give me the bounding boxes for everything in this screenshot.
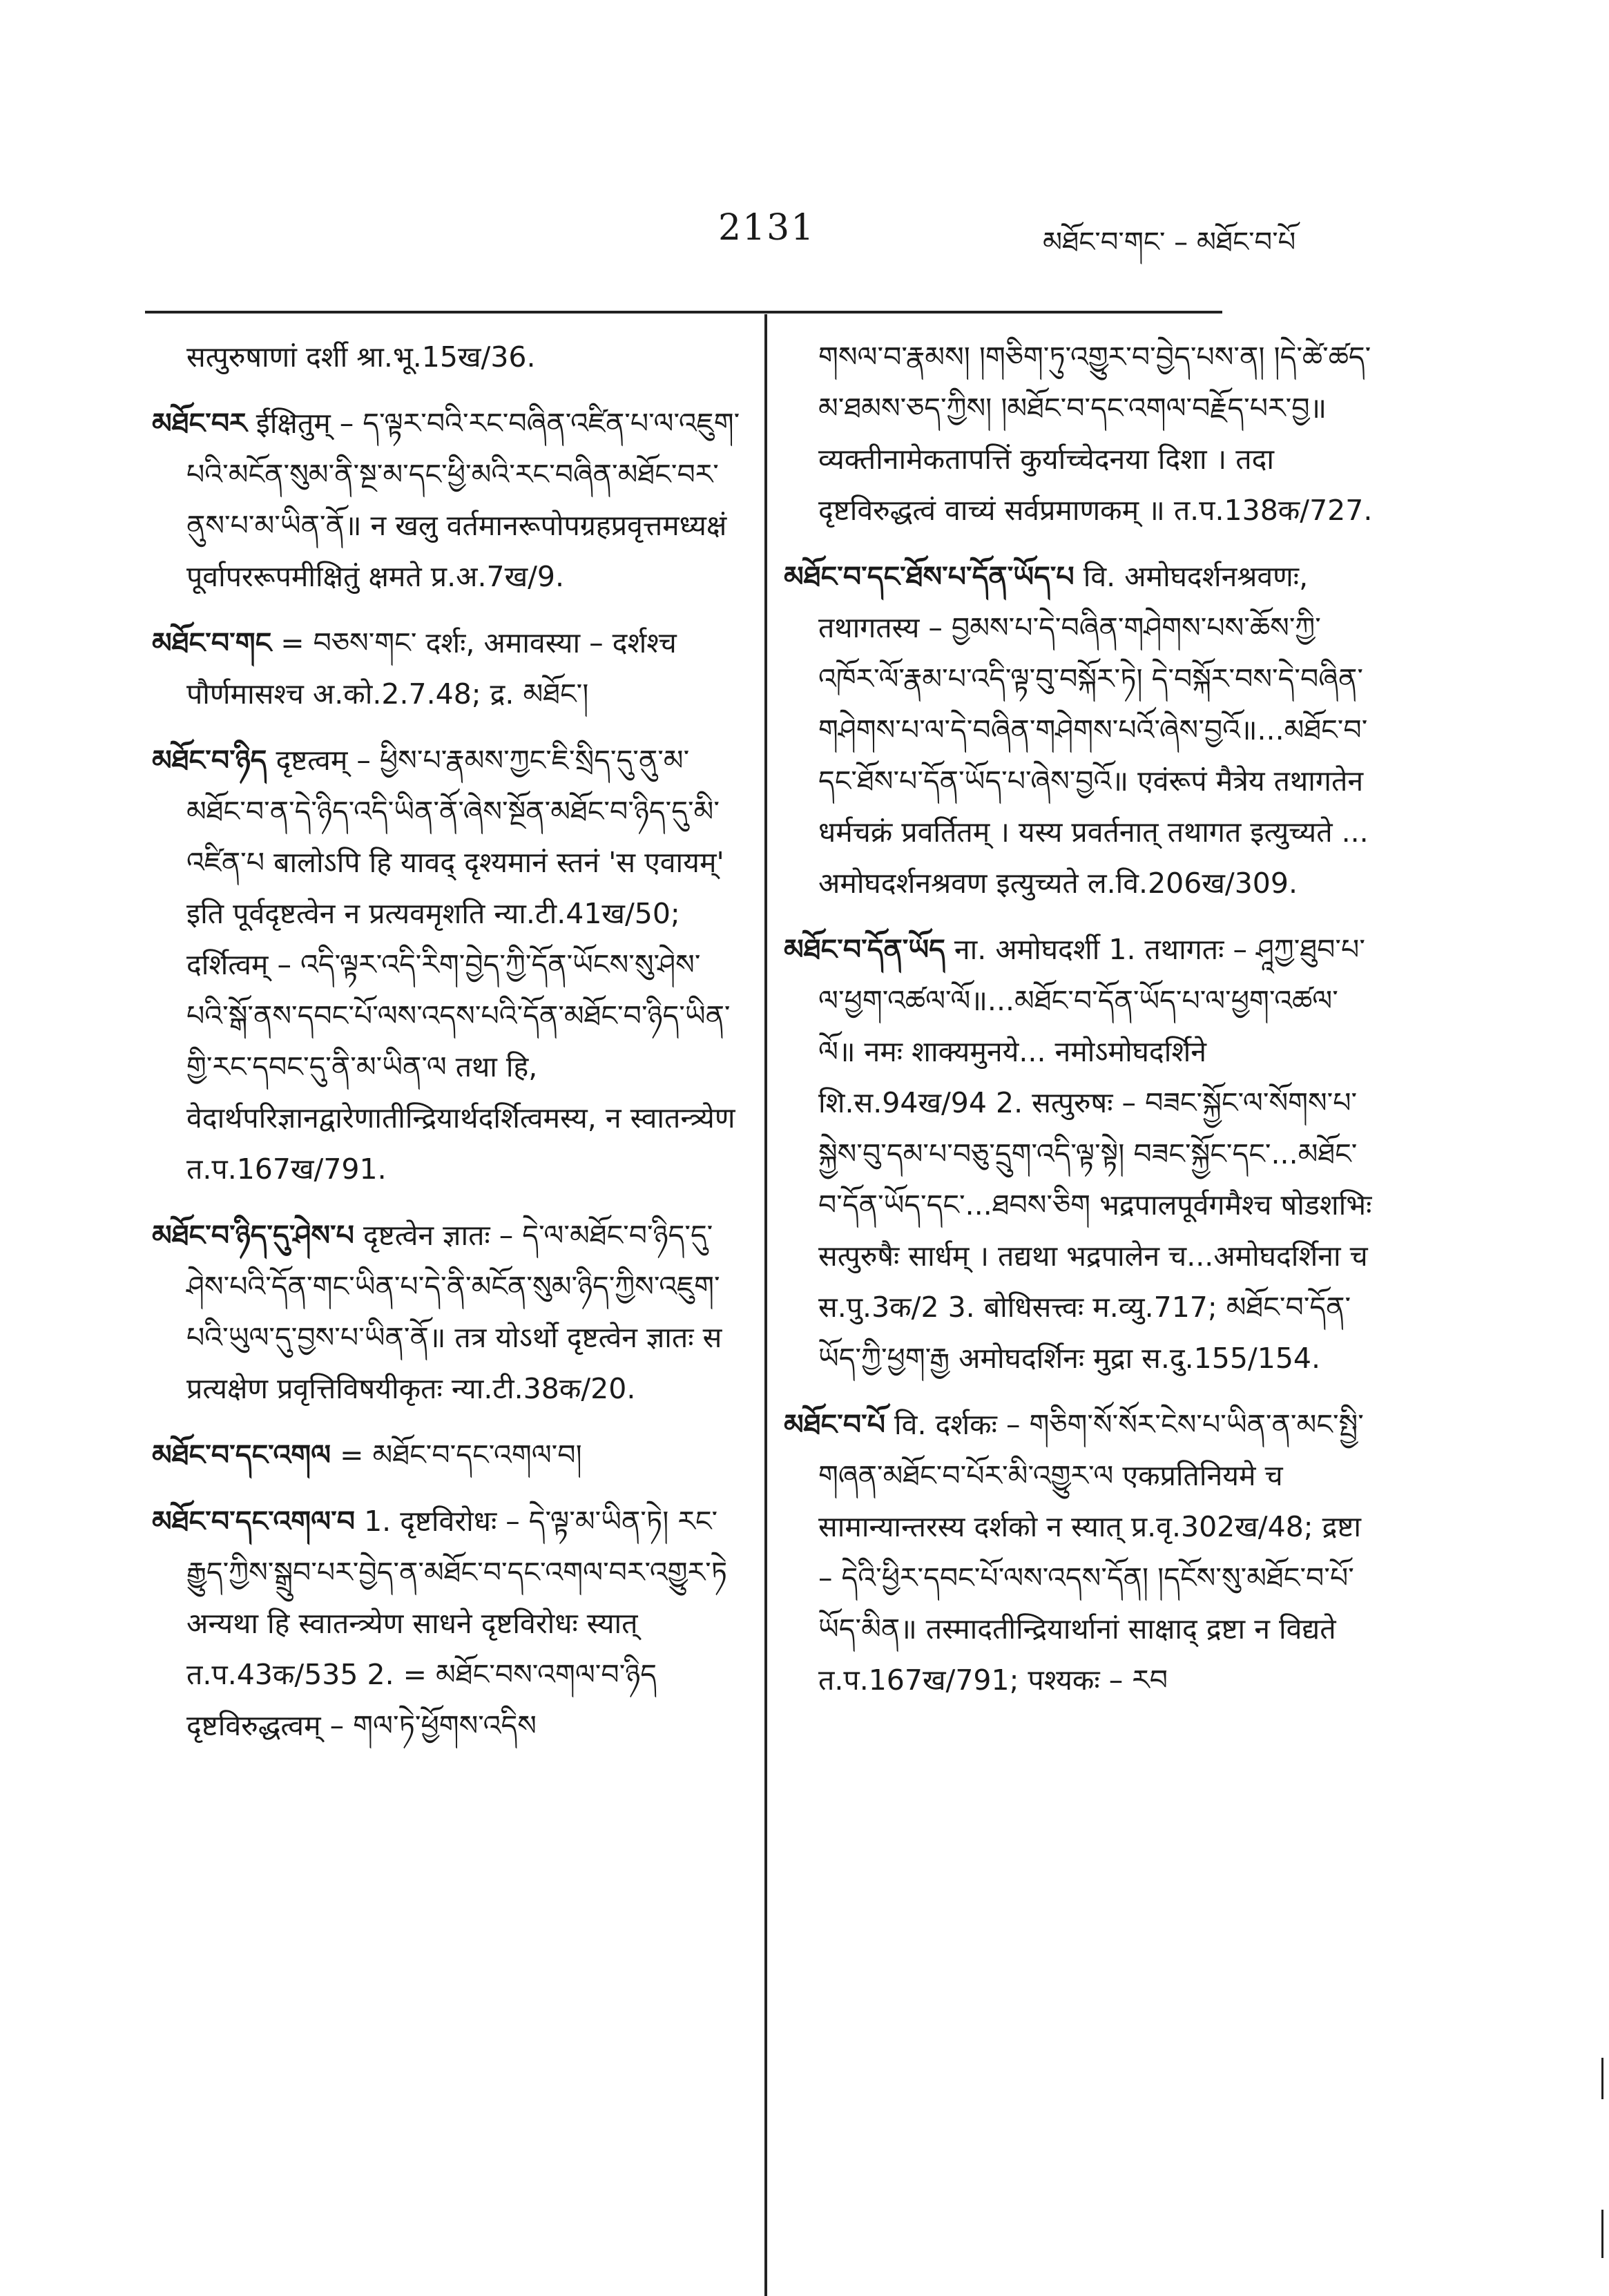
dictionary-entry <box>784 924 1374 1384</box>
dictionary-entry <box>152 398 742 602</box>
entry-text: 1. दृष्टविरोधः – དེ་ལྟ་མ་ཡིན་ཏེ། རང་རྒྱུད་ཀྱིས་སྒྲུབ་པར་བྱེད་ན་མཐོང་བ་དང་འགལ་བར་འགྱུར་ཏེ अन्यथा हि स्वातन्त्र्येण साधने दृष्टविरोधः स्यात् त.प.43क/535 2. = མཐོང་བས་འགལ་བ་ཉིད दृष्टविरुद्धत्वम् – གལ་ཏེ་ཕྱོགས་འདིས <box>186 1505 728 1742</box>
entry-text: वि. दर्शकः – གཅིག་སོ་སོར་ངེས་པ་ཡིན་ན་མང་སྤྱི་གཞན་མཐོང་བ་པོར་མི་འགྱུར་ལ एकप्रतिनियमे च सामान्यान्तरस्य दर्शको न स्यात् प्र.वृ.302ख/48; द्रष्टा – དེའི་ཕྱིར་དབང་པོ་ལས་འདས་དོན། །དངོས་སུ་མཐོང་བ་པོ་ཡོད་མིན॥ तस्मादतीन्द्रियार्थानां साक्षाद् द्रष्टा न विद्यते त.प.167ख/791; पश्यकः – རབ <box>818 1408 1364 1697</box>
entry-headword: མཐོང་བ་གང <box>152 626 272 659</box>
entry-text: ईक्षितुम् – ད་ལྟར་བའི་རང་བཞིན་འཛིན་པ་ལ་འཇུག་པའི་མངོན་སུམ་ནི་སྔ་མ་དང་ཕྱི་མའི་རང་བཞིན་མཐོང་བར་ནུས་པ་མ་ཡིན་ནོ॥ न खलु वर्तमानरूपोपग्रहप्रवृत्तमध्यक्षं पूर्वापररूपमीक्षितुं क्षमते प्र.अ.7ख/9. <box>186 407 740 593</box>
entry-headword: མཐོང་བ་པོ <box>784 1408 885 1441</box>
entry-text: दृष्टत्वम् – ཕྱིས་པ་རྣམས་ཀྱང་ཇི་སྲིད་དུ་ནུ་མ་མཐོང་བ་ན་དེ་ཉིད་འདི་ཡིན་ནོ་ཞེས་སྔོན་མཐོང་བ་ཉིད་དུ་མི་འཛིན་པ बालोऽपि हि यावद् दृश्यमानं स्तनं 'स एवायम्' इति पूर्वदृष्टत्वेन न प्रत्यवमृशति न्या.टी.41ख/50; दर्शित्वम् – འདི་ལྟར་འདི་རིག་བྱེད་ཀྱི་དོན་ཡོངས་སུ་ཤེས་པའི་སྒོ་ནས་དབང་པོ་ལས་འདས་པའི་དོན་མཐོང་བ་ཉིད་ཡིན་གྱི་རང་དབང་དུ་ནི་མ་ཡིན་ལ तथा हि, वेदार्थपरिज्ञानद्वारेणातीन्द्रियार्थदर्शित्वमस्य, न स्वातन्त्र्येण त.प.167ख/791. <box>186 744 735 1186</box>
dictionary-entry <box>152 331 742 383</box>
entry-headword: མཐོང་བ་ཉིད <box>152 744 267 777</box>
entry-text: वि. अमोघदर्शनश्रवणः, तथागतस्य – བྱམས་པ་དེ་བཞིན་གཤེགས་པས་ཆོས་ཀྱི་འཁོར་ལོ་རྣམ་པ་འདི་ལྟ་བུ་བསྐོར་ཏེ། དེ་བསྐོར་བས་དེ་བཞིན་གཤེགས་པ་ལ་དེ་བཞིན་གཤེགས་པའོ་ཞེས་བྱའོ॥...མཐོང་བ་དང་ཐོས་པ་དོན་ཡོད་པ་ཞེས་བྱའོ॥ एवंरूपं मैत्रेय तथागतेन धर्मचक्रं प्रवर्तितम् । यस्य प्रवर्तनात् तथागत इत्युच्यते ... अमोघदर्शनश्रवण इत्युच्यते ल.वि.206ख/309. <box>818 560 1369 900</box>
entry-text: सत्पुरुषाणां दर्शी श्रा.भू.15ख/36. <box>186 340 536 374</box>
page-number: 2131 <box>718 207 816 249</box>
right-column <box>784 331 1374 1721</box>
entry-text: दृष्टत्वेन ज्ञातः – དེ་ལ་མཐོང་བ་ཉིད་དུ་ཤེས་པའི་དོན་གང་ཡིན་པ་དེ་ནི་མངོན་སུམ་ཉིད་ཀྱིས་འཇུག་པའི་ཡུལ་དུ་བྱས་པ་ཡིན་ནོ॥ तत्र योऽर्थो दृष्टत्वेन ज्ञातः स प्रत्यक्षेण प्रवृत्तिविषयीकृतः न्या.टी.38क/20. <box>186 1219 722 1405</box>
entry-headword: མཐོང་བ་དང་འགལ <box>152 1438 331 1472</box>
entry-headword: མཐོང་བ་དང་འགལ་བ <box>152 1505 356 1538</box>
dictionary-entry <box>152 735 742 1195</box>
entry-headword: མཐོང་བ་དོན་ཡོད <box>784 933 945 966</box>
page-edge-mark <box>1601 2058 1603 2099</box>
entry-text: ना. अमोघदर्शी 1. तथागतः – ཤཱཀྱ་ཐུབ་པ་ལ་ཕྱག་འཚལ་ལོ॥...མཐོང་བ་དོན་ཡོད་པ་ལ་ཕྱག་འཚལ་ལོ॥ नमः शाक्यमुनये... नमोऽमोघदर्शिने शि.स.94ख/94 2. सत्पुरुषः – བཟང་སྐྱོང་ལ་སོགས་པ་སྐྱེས་བུ་དམ་པ་བཅུ་དྲུག་འདི་ལྟ་སྟེ། བཟང་སྐྱོང་དང་...མཐོང་བ་དོན་ཡོད་དང་...ཐབས་ཅིག भद्रपालपूर्वगमैश्च षोडशभिः सत्पुरुषैः सार्धम् । तद्यथा भद्रपालेन च...अमोघदर्शिना च स.पु.3क/2 3. बोधिसत्त्वः म.व्यु.717; མཐོང་བ་དོན་ཡོད་ཀྱི་ཕྱག་རྒྱ अमोघदर्शिनः मुद्रा स.दु.155/154. <box>818 933 1372 1375</box>
entry-headword: མཐོང་བ་ཉིད་དུ་ཤེས་པ <box>152 1219 354 1252</box>
page-edge-mark <box>1601 2210 1603 2258</box>
column-divider <box>764 314 767 2296</box>
dictionary-entry <box>784 551 1374 909</box>
header-rule <box>145 311 1222 313</box>
running-head: མཐོང་བ་གང་ – མཐོང་བ་པོ <box>1043 226 1296 258</box>
dictionary-entry <box>784 331 1374 536</box>
entry-headword: མཐོང་བར <box>152 407 247 440</box>
dictionary-entry <box>784 1399 1374 1706</box>
dictionary-entry <box>152 1429 742 1480</box>
dictionary-entry <box>152 1210 742 1414</box>
entry-text: = བཅས་གང་ दर्शः, अमावस्या – दर्शश्च पौर्णमासश्च अ.को.2.7.48; द्र. མཐོང་། <box>186 626 677 711</box>
entry-text: = མཐོང་བ་དང་འགལ་བ། <box>340 1438 582 1472</box>
entry-headword: མཐོང་བ་དང་ཐོས་པ་དོན་ཡོད་པ <box>784 560 1075 593</box>
dictionary-entry <box>152 617 742 720</box>
dictionary-entry <box>152 1496 742 1751</box>
entry-text: གསལ་བ་རྣམས། །གཅིག་ཏུ་འགྱུར་བ་བྱེད་པས་ན། །དེ་ཚེ་ཚད་མ་ཐམས་ཅད་ཀྱིས། །མཐོང་བ་དང་འགལ་བརྗོད་པར་བྱ॥ व्यक्तीनामेकतापत्तिं कुर्याच्चेदनया दिशा । तदा दृष्टविरुद्धत्वं वाच्यं सर्वप्रमाणकम् ॥ त.प.138क/727. <box>818 340 1373 527</box>
left-column <box>152 331 742 1766</box>
